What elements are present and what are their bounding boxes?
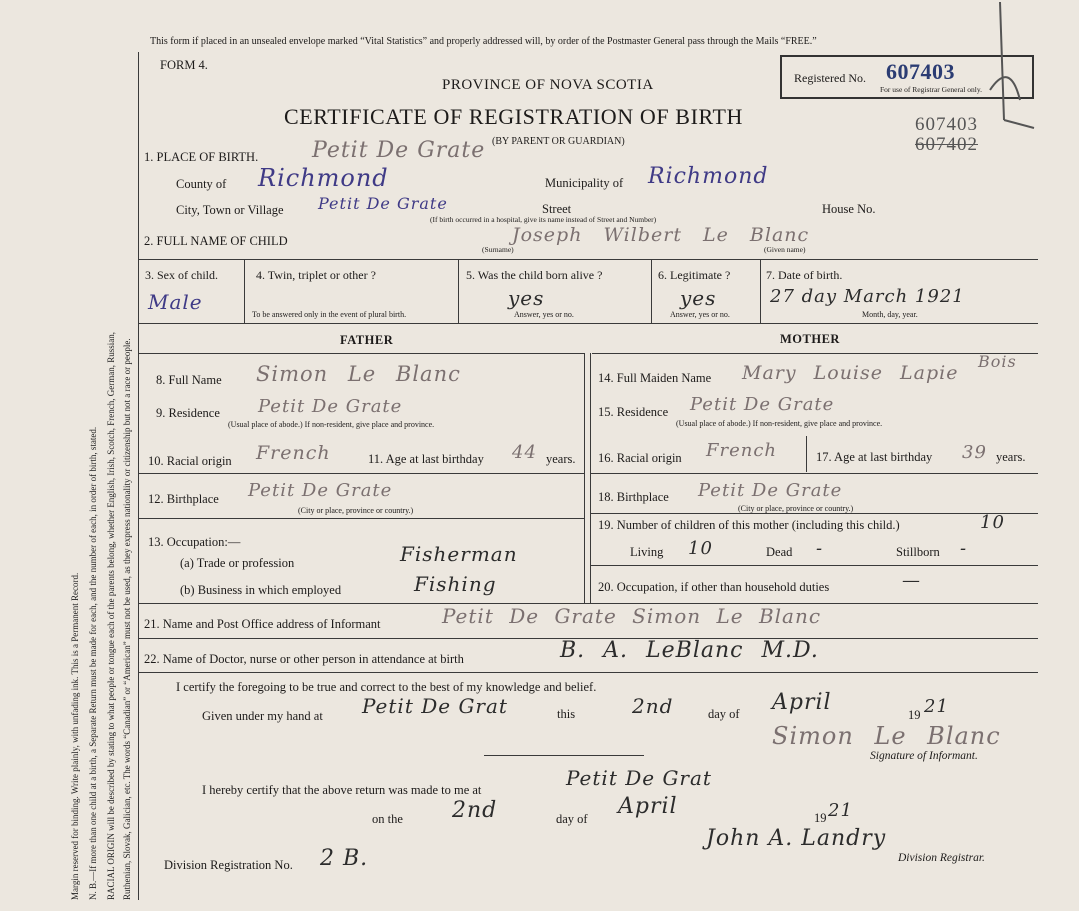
division-no-label: Division Registration No. [164, 858, 293, 872]
given-place-value: Petit De Grat [362, 694, 508, 718]
father-years-label: years. [546, 452, 576, 466]
box-divider-1 [244, 259, 245, 323]
legitimate-label: 6. Legitimate ? [658, 268, 731, 282]
certify-divider [484, 755, 644, 756]
street-note: (If birth occurred in a hospital, give its name instead of Street and Number) [430, 215, 657, 224]
mother-age-divider [806, 436, 807, 472]
registrar-on-label: on the [372, 812, 403, 826]
informant-label: 21. Name and Post Office address of Informant [144, 617, 381, 631]
registrar-text: I hereby certify that the above return was made to me at [202, 783, 482, 797]
informant-value: Petit De Grate Simon Le Blanc [442, 604, 822, 628]
given-year-prefix: 19 [908, 708, 921, 722]
twin-note: To be answered only in the event of plural birth. [252, 310, 407, 319]
mother-racial-rule [590, 473, 1038, 474]
mother-name-value: Mary Louise Lapie [742, 362, 959, 384]
mother-occupation-value: — [902, 570, 921, 591]
mother-living-value: 10 [688, 538, 713, 559]
mother-occupation-label: 20. Occupation, if other than household duties [598, 580, 830, 594]
father-birthplace-note: (City or place, province or country.) [298, 506, 414, 515]
dob-label: 7. Date of birth. [766, 268, 843, 282]
father-racial-label: 10. Racial origin [148, 454, 232, 468]
box-divider-3 [651, 259, 652, 323]
registrar-signature-label: Division Registrar. [898, 852, 985, 864]
twin-label: 4. Twin, triplet or other ? [256, 268, 376, 282]
given-name-caption: (Given name) [764, 245, 806, 254]
county-label: County of [176, 177, 227, 191]
certificate-title: CERTIFICATE OF REGISTRATION OF BIRTH [284, 104, 743, 129]
registrar-month-value: April [618, 794, 678, 819]
street-label: Street [542, 202, 572, 216]
mother-residence-label: 15. Residence [598, 405, 669, 419]
dob-note: Month, day, year. [862, 310, 918, 319]
city-value: Petit De Grate [318, 194, 448, 213]
mother-birthplace-value: Petit De Grate [698, 480, 843, 501]
margin-note-4: Ruthenian, Slovak, Galician, etc. The words “Canadian” or “American” must not be used, as they express nationality or citizenship but not a race or people. [122, 338, 132, 900]
registrar-year-prefix: 19 [814, 811, 827, 825]
mother-dead-label: Dead [766, 545, 793, 559]
father-age-value: 44 [512, 442, 537, 463]
father-residence-note: (Usual place of abode.) If non-resident, give place and province. [228, 420, 435, 429]
father-age-label: 11. Age at last birthday [368, 452, 484, 466]
boxes-top-rule [138, 259, 1038, 260]
mother-stillborn-label: Stillborn [896, 545, 940, 559]
registrar-day-value: 2nd [452, 798, 498, 823]
mother-children-label: 19. Number of children of this mother (including this child.) [598, 518, 900, 532]
given-day-label: day of [708, 707, 740, 721]
doctor-label: 22. Name of Doctor, nurse or other person in attendance at birth [144, 652, 464, 666]
legitimate-note: Answer, yes or no. [670, 310, 730, 319]
father-racial-rule [138, 473, 584, 474]
alive-value: yes [508, 286, 545, 310]
stamp-number-2: 607402 [915, 134, 978, 155]
father-name-value: Simon Le Blanc [256, 362, 461, 386]
mother-age-label: 17. Age at last birthday [816, 450, 933, 464]
father-racial-value: French [256, 442, 331, 464]
left-border [138, 52, 139, 900]
father-trade-value: Fisherman [400, 542, 518, 566]
certify-text: I certify the foregoing to be true and correct to the best of my knowledge and belief. [176, 680, 597, 694]
doctor-bottom-rule [138, 672, 1038, 673]
father-birthplace-label: 12. Birthplace [148, 492, 219, 506]
municipality-value: Richmond [648, 164, 769, 189]
place-of-birth-label: 1. PLACE OF BIRTH. [144, 150, 259, 164]
mother-years-label: years. [996, 450, 1026, 464]
mother-living-label: Living [630, 545, 664, 559]
registrar-year-value: 21 [828, 800, 853, 821]
surname-caption: (Surname) [482, 245, 514, 254]
parents-header-rule-right [592, 353, 1038, 354]
registrar-signature: John A. Landry [706, 826, 887, 851]
father-business-value: Fishing [414, 572, 497, 596]
province-title: PROVINCE OF NOVA SCOTIA [442, 77, 654, 93]
margin-note-2: N. B.—If more than one child at a birth, a Separate Return must be made for each, and the number of each, in order of birth, stated. [88, 426, 98, 900]
mother-name-label: 14. Full Maiden Name [598, 371, 712, 385]
given-month-value: April [772, 690, 832, 715]
corner-pen-mark [980, 0, 1040, 140]
city-label: City, Town or Village [176, 203, 284, 217]
father-birthplace-value: Petit De Grate [248, 480, 393, 501]
mother-age-value: 39 [962, 442, 987, 463]
registered-label: Registered No. [794, 71, 866, 85]
registrar-day-label: day of [556, 812, 588, 826]
division-no-value: 2 B. [320, 846, 369, 871]
alive-note: Answer, yes or no. [514, 310, 574, 319]
father-trade-label: (a) Trade or profession [180, 556, 295, 570]
father-name-label: 8. Full Name [156, 373, 222, 387]
dob-value: 27 day March 1921 [770, 286, 965, 307]
registrar-note: For use of Registrar General only. [880, 85, 982, 94]
boxes-bottom-rule [138, 323, 1038, 324]
mother-birthplace-rule [590, 513, 1038, 514]
given-year-value: 21 [924, 696, 949, 717]
father-residence-label: 9. Residence [156, 406, 220, 420]
mother-racial-label: 16. Racial origin [598, 451, 682, 465]
registered-number: 607403 [886, 59, 955, 84]
informant-signature: Simon Le Blanc [772, 722, 1001, 750]
mother-name-correction: Bois [978, 352, 1017, 371]
registrar-place-value: Petit De Grat [566, 766, 712, 790]
mother-birthplace-note: (City or place, province or country.) [738, 504, 854, 513]
child-name-value: Joseph Wilbert Le Blanc [512, 224, 810, 246]
municipality-label: Municipality of [545, 176, 624, 190]
given-this-label: this [557, 707, 576, 721]
mother-stillborn-value: - [960, 538, 968, 559]
informant-signature-label: Signature of Informant. [870, 750, 978, 762]
mother-residence-value: Petit De Grate [690, 394, 835, 415]
mother-children-value: 10 [980, 512, 1005, 533]
house-label: House No. [822, 202, 876, 216]
mother-header: MOTHER [780, 332, 840, 346]
stamp-number-1: 607403 [915, 114, 978, 135]
mother-residence-note: (Usual place of abode.) If non-resident, give place and province. [676, 419, 883, 428]
given-under-label: Given under my hand at [202, 709, 323, 723]
father-residence-value: Petit De Grate [258, 396, 403, 417]
mother-dead-value: - [816, 538, 824, 559]
margin-note-1: Margin reserved for binding. Write plainly, with unfading ink. This is a Permanent Record. [70, 572, 80, 900]
father-header: FATHER [340, 333, 394, 347]
sex-label: 3. Sex of child. [145, 268, 218, 282]
top-notice: This form if placed in an unsealed envelope marked “Vital Statistics” and properly addressed will, by order of the Postmaster General pass through the Mails “FREE.” [150, 36, 817, 47]
mother-birthplace-label: 18. Birthplace [598, 490, 669, 504]
father-birthplace-rule [138, 518, 584, 519]
legitimate-value: yes [680, 286, 717, 310]
child-name-label: 2. FULL NAME OF CHILD [144, 234, 288, 248]
form-number: FORM 4. [160, 58, 208, 72]
margin-note-3: RACIAL ORIGIN will be described by stating to what people or tongue each of the parents belong, whether English, Irish, Scotch, French, German, Russian, [106, 331, 116, 900]
box-divider-2 [458, 259, 459, 323]
mother-racial-value: French [706, 440, 778, 461]
box-divider-4 [760, 259, 761, 323]
given-day-value: 2nd [632, 694, 674, 718]
alive-label: 5. Was the child born alive ? [466, 268, 603, 282]
sex-value: Male [148, 290, 203, 314]
doctor-value: B. A. LeBlanc M.D. [560, 638, 819, 663]
father-business-label: (b) Business in which employed [180, 583, 342, 597]
place-of-birth-value: Petit De Grate [312, 138, 486, 163]
father-occupation-label: 13. Occupation:— [148, 535, 241, 549]
certificate-subtitle: (BY PARENT OR GUARDIAN) [492, 136, 625, 147]
parents-divider-a [584, 353, 585, 603]
parents-header-rule-left [138, 353, 584, 354]
county-value: Richmond [258, 164, 389, 192]
mother-living-rule [590, 565, 1038, 566]
